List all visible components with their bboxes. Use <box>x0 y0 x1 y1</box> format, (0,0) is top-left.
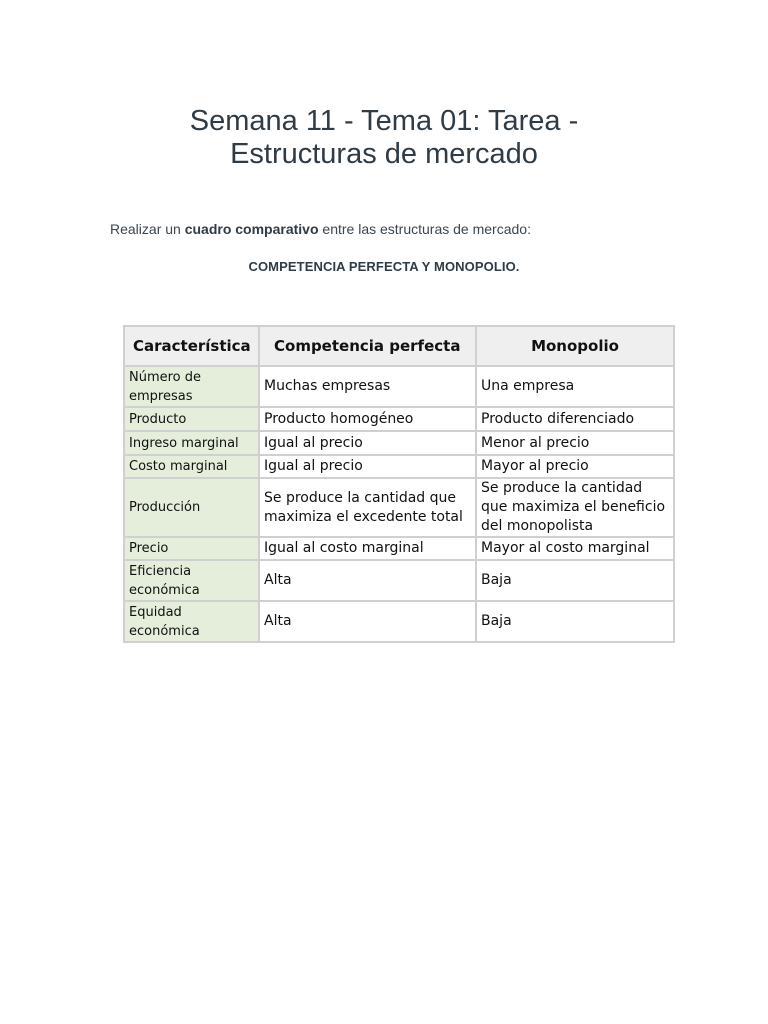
table-row <box>124 455 674 478</box>
row-perfect: Igual al costo marginal <box>259 537 476 560</box>
table-row <box>124 407 674 431</box>
row-monopoly: Se produce la cantidad que maximiza el beneficio del monopolista <box>476 478 674 537</box>
table-row <box>124 601 674 642</box>
header-perfect-competition: Competencia perfecta <box>259 326 476 366</box>
page-title-line-2: Estructuras de mercado <box>230 138 538 171</box>
row-monopoly: Menor al precio <box>476 431 674 455</box>
row-monopoly: Producto diferenciado <box>476 407 674 431</box>
row-monopoly: Baja <box>476 601 674 642</box>
row-perfect: Producto homogéneo <box>259 407 476 431</box>
row-feature: Producción <box>124 478 259 537</box>
intro-paragraph <box>110 220 531 238</box>
table-row <box>124 366 674 407</box>
intro-bold-phrase: cuadro comparativo <box>184 221 319 237</box>
page-title-line-1: Semana 11 - Tema 01: Tarea - <box>189 105 579 138</box>
row-perfect: Igual al precio <box>259 455 476 478</box>
intro-prefix: Realizar un <box>110 221 185 237</box>
row-monopoly: Una empresa <box>476 366 674 407</box>
row-monopoly: Mayor al costo marginal <box>476 537 674 560</box>
row-feature: Equidad económica <box>124 601 259 642</box>
table-row <box>124 537 674 560</box>
row-perfect: Se produce la cantidad que maximiza el excedente total <box>259 478 476 537</box>
row-feature: Ingreso marginal <box>124 431 259 455</box>
comparison-table <box>123 325 675 643</box>
intro-suffix: entre las estructuras de mercado: <box>318 221 531 237</box>
row-feature: Precio <box>124 537 259 560</box>
header-monopoly: Monopolio <box>476 326 674 366</box>
table-row <box>124 431 674 455</box>
page-title <box>0 105 768 171</box>
row-perfect: Alta <box>259 601 476 642</box>
row-feature: Costo marginal <box>124 455 259 478</box>
row-monopoly: Baja <box>476 560 674 601</box>
header-feature: Característica <box>124 326 259 366</box>
row-monopoly: Mayor al precio <box>476 455 674 478</box>
row-feature: Número de empresas <box>124 366 259 407</box>
table-row <box>124 560 674 601</box>
row-feature: Eficiencia económica <box>124 560 259 601</box>
row-perfect: Igual al precio <box>259 431 476 455</box>
table-header-row <box>124 326 674 366</box>
row-perfect: Muchas empresas <box>259 366 476 407</box>
row-feature: Producto <box>124 407 259 431</box>
section-subtitle: COMPETENCIA PERFECTA Y MONOPOLIO. <box>248 259 520 274</box>
table-row <box>124 478 674 537</box>
row-perfect: Alta <box>259 560 476 601</box>
